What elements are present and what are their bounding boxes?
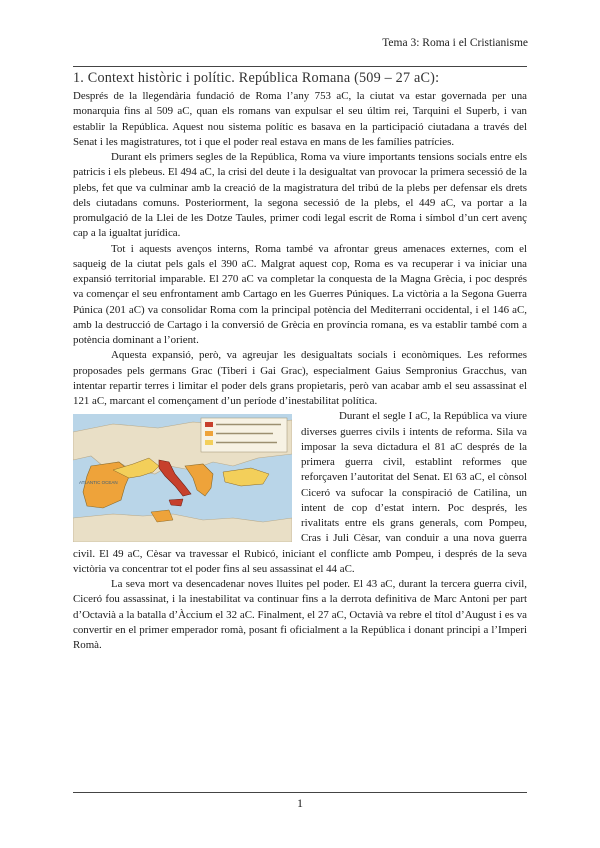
paragraph-social-tensions: Durant els primers segles de la República, Roma va viure importants tensions socials entre els patricis i els plebeus. El 494 aC, la crisi del deute i la desigualtat van provocar la primera secessió de la plebs, fet que va culminar amb la creació de la magistratura del tribú de la plebs per defensar els drets dels ciutadans comuns. Posteriorment, la segona secessió de la plebs, el 449 aC, va portar a la promulgació de la Llei de les Dotze Taules, primer codi legal escrit de Roma i símbol d’un cert avenç cap a la igualtat jurídica. — [73, 151, 527, 240]
footer-rule — [73, 792, 527, 793]
map-sea-label: ATLANTIC OCEAN — [79, 480, 118, 486]
map-legend — [201, 418, 287, 452]
paragraph-end-republic: La seva mort va desencadenar noves lluites pel poder. El 43 aC, durant la tercera guerra civil, Ciceró fou assassinat, i la inestabilitat va continuar fins a la derrota definitiva de Marc Antoni per part d’Octavià a la batalla d’Àccium el 32 aC. Finalment, el 27 aC, Octavià va rebre el títol d’August i es va convertir en el primer emperador romà, posant fi oficialment a la República i donant principi a l’Imperi Romà. — [73, 578, 527, 651]
paragraph-founding: Després de la llegendària fundació de Roma l’any 753 aC, la ciutat va estar governada per una monarquia fins al 509 aC, quan els romans van expulsar el seu últim rei, Tarquini el Superb, i van establir la República. Aquest nou sistema polític es basava en la participació ciutadana a través del Senat i les magistratures, tot i que el poder real estava en mans de les famílies patrícies. — [73, 90, 527, 148]
legend-swatch-core — [205, 422, 213, 427]
section-title: 1. Context històric i polític. República Romana (509 – 27 aC): — [73, 70, 440, 86]
legend-swatch-later — [205, 440, 213, 445]
paragraph-expansion: Tot i aquests avenços interns, Roma també va afrontar greus amenaces externes, com el saqueig de la ciutat pels gals el 390 aC. Malgrat aquest cop, Roma es va recuperar i va iniciar una expansió territorial imparable. El 270 aC va completar la conquesta de la Magna Grècia, i poc després va començar el seu enfrontament amb Cartago en les Guerres Púniques. La victòria a la Segona Guerra Púnica (201 aC) va consolidar Roma com la principal potència del Mediterrani occidental, i el 146 aC, amb la destrucció de Cartago i la conversió de Grècia en província romana, es va establir també com a potència dominant a l’orient. — [73, 242, 527, 346]
map-sicily — [169, 499, 183, 506]
page-number: 1 — [297, 796, 303, 810]
paragraph-gracchi: Aquesta expansió, però, va agreujar les desigualtats socials i econòmiques. Les reformes proposades pels germans Grac (Tiberi i Gai Grac), especialment Gaius Sempronius Gracchus, van intentar repartir terres i limitar el poder dels grans propietaris, però van acabar amb el seu assassinat el 121 aC, marcant el començament d’un període d’inestabilitat política. — [73, 349, 527, 407]
legend-swatch-expansion — [205, 431, 213, 436]
header-rule — [73, 66, 527, 67]
page-body — [73, 70, 527, 653]
paragraph-civil-wars: Durant el segle I aC, la República va viure diverses guerres civils i intents de reforma. Sila va imposar la seva dictadura el 81 aC després de la primera guerra civil, establint reformes que reforçaven l’autoritat del Senat. El 63 aC, el cònsol Ciceró va sufocar la conspiració de Catilina, un intent de cop d’estat intern. Poc després, les rivalitats entre els grans generals, com Pompeu, Cras i Juli Cèsar, van conduir a una nova guerra civil. El 49 aC, Cèsar va travessar el Rubicó, iniciant el conflicte amb Pompeu, i després de la seva victòria va concentrar tot el poder fins al seu assassinat el 44 aC. — [73, 410, 527, 575]
running-header: Tema 3: Roma i el Cristianisme — [382, 37, 528, 49]
roman-republic-map — [73, 414, 292, 542]
map-graphic — [73, 414, 292, 542]
